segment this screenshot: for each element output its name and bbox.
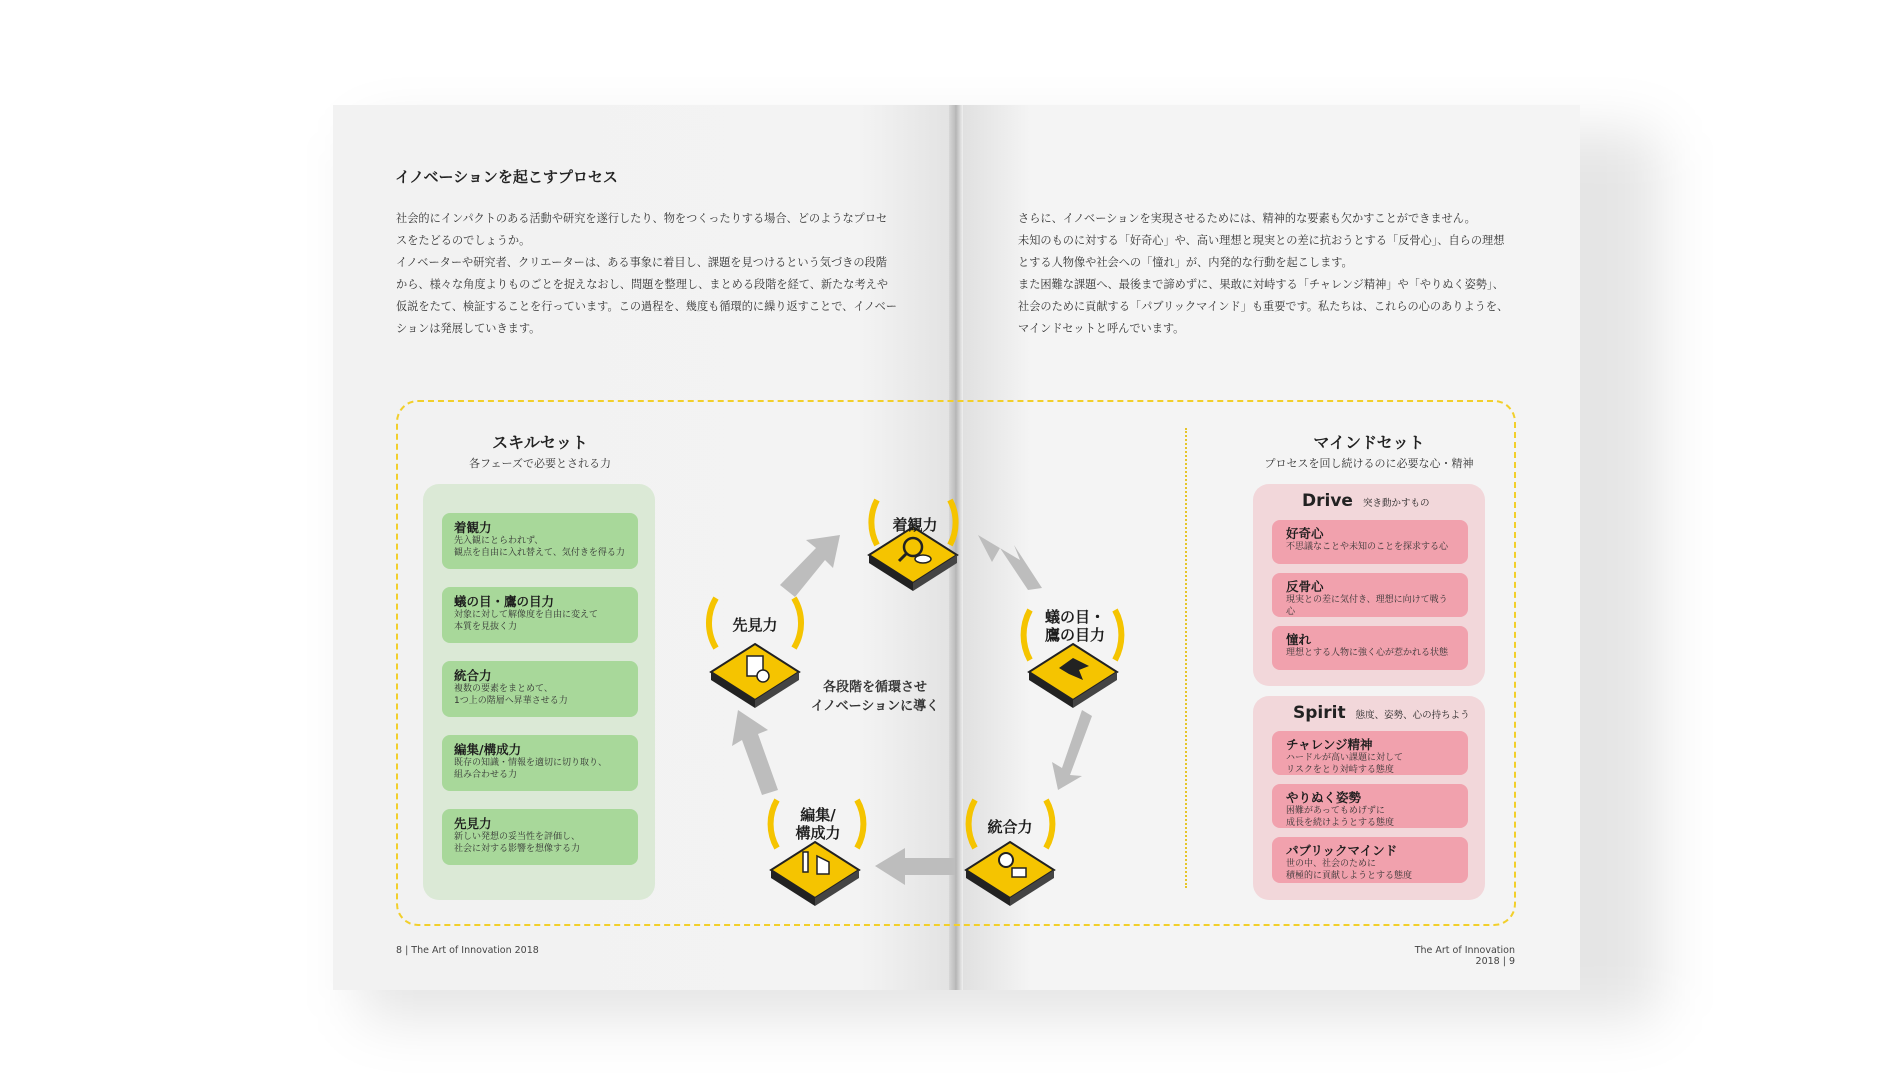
mind-card-desc: ハードルが高い課題に対して	[1286, 753, 1404, 763]
node-label-chakan	[880, 516, 950, 534]
skill-card-desc: 新しい発想の妥当性を評価し、	[454, 832, 581, 842]
mind-card-title: 憧れ	[1286, 632, 1312, 647]
node-label-henshu	[778, 806, 858, 842]
node-tile-henshu	[771, 842, 859, 906]
drive-name: Drive	[1302, 491, 1353, 511]
node-label-line: 編集/	[800, 806, 836, 824]
center-line: 各段階を循環させ	[822, 680, 927, 695]
mindset-title: マインドセット	[1313, 433, 1425, 452]
arrow-icon	[1052, 710, 1092, 790]
mind-card-desc: リスクをとり対峙する態度	[1286, 765, 1394, 775]
footer-right: The Art of Innovation 2018 | 9	[1414, 945, 1515, 967]
mind-card	[1272, 837, 1468, 883]
skill-card-desc: 対象に対して解像度を自由に変えて	[454, 610, 599, 620]
drive-heading	[1302, 491, 1429, 511]
node-label-line: 先見力	[732, 616, 778, 634]
mind-card-title: チャレンジ精神	[1286, 737, 1373, 752]
node-tile-chakan	[869, 527, 957, 591]
arrow-icon	[780, 535, 840, 597]
intro-line: 社会のために貢献する「パブリックマインド」も重要です。私たちは、これらの心のありようを、	[1018, 300, 1509, 313]
mind-card-title: 好奇心	[1286, 526, 1324, 541]
skill-card-title: 蟻の目・鷹の目力	[454, 594, 555, 609]
skill-card-title: 編集/構成力	[454, 742, 522, 757]
mind-card-title: やりぬく姿勢	[1286, 790, 1362, 805]
bracket-left	[871, 500, 877, 545]
skill-card-desc: 組み合わせる力	[454, 770, 518, 780]
page-heading: イノベーションを起こすプロセス	[395, 168, 618, 186]
bracket-right	[950, 500, 956, 545]
intro-line: 未知のものに対する「好奇心」や、高い理想と現実との差に抗おうとする「反骨心」、自らの理想	[1018, 234, 1505, 247]
mind-card	[1272, 626, 1468, 670]
arrow-icon	[732, 710, 778, 795]
skill-card-desc: 先入観にとらわれず、	[454, 536, 544, 546]
spirit-note: 態度、姿勢、心の持ちよう	[1355, 710, 1470, 721]
node-label-line: 鷹の目力	[1044, 626, 1105, 644]
cycle-center-text	[800, 678, 950, 716]
skill-card-desc: 複数の要素をまとめて、	[454, 684, 553, 694]
center-line: イノベーションに導く	[810, 699, 940, 714]
mind-card	[1272, 731, 1468, 775]
node-label-senken	[720, 616, 790, 634]
intro-line: マインドセットと呼んでいます。	[1018, 322, 1185, 335]
drive-note: 突き動かすもの	[1362, 498, 1430, 509]
mind-card-title: 反骨心	[1286, 579, 1324, 594]
intro-line: さらに、イノベーションを実現させるためには、精神的な要素も欠かすことができません。	[1018, 212, 1476, 225]
spirit-name: Spirit	[1293, 703, 1346, 723]
skill-card-desc: 本質を見抜く力	[454, 622, 518, 632]
node-label-line: 着観力	[892, 516, 938, 534]
mind-card-desc: 現実との差に気付き、理想に向けて戦う心	[1286, 595, 1448, 617]
skill-card-title: 先見力	[454, 816, 492, 831]
mind-card-desc: 世の中、社会のために	[1286, 859, 1377, 869]
node-label-tougou	[975, 818, 1045, 836]
mind-card	[1272, 520, 1468, 564]
node-tile-tougou	[966, 842, 1054, 906]
node-label-arinome	[1030, 608, 1120, 644]
lightbulb-icon	[999, 853, 1013, 867]
skill-card-desc: 既存の知識・情報を適切に切り取り、	[454, 758, 608, 768]
skill-card-desc: 1つ上の階層へ昇華させる力	[454, 696, 568, 706]
mind-card-desc: 困難があってもめげずに	[1286, 806, 1385, 816]
intro-line: 社会的にインパクトのある活動や研究を遂行したり、物をつくったりする場合、どのようなプロセ	[396, 212, 888, 225]
node-tile-senken	[711, 644, 799, 708]
mind-card-desc: 成長を続けようとする態度	[1286, 818, 1395, 828]
intro-line: ションは発展していきます。	[396, 322, 541, 335]
skill-card-desc: 観点を自由に入れ替えて、気付きを得る力	[454, 548, 625, 558]
mind-card-title: パブリックマインド	[1286, 843, 1398, 858]
footer-left: 8 | The Art of Innovation 2018	[396, 945, 539, 956]
mind-card-desc: 積極的に貢献しようとする態度	[1286, 871, 1413, 881]
skillset-subtitle: 各フェーズで必要とされる力	[469, 457, 611, 470]
skill-card-desc: 社会に対する影響を想像する力	[454, 844, 581, 854]
pencil-hand-icon	[803, 852, 808, 872]
skillset-title: スキルセット	[492, 433, 588, 452]
mind-card	[1272, 784, 1468, 828]
arrow-icon	[978, 535, 1042, 590]
intro-line: から、様々な角度よりものごとを捉えなおし、問題を整理し、まとめる段階を経て、新たな考えや	[396, 278, 889, 291]
arrow-icon	[875, 848, 955, 885]
mindset-subtitle: プロセスを回し続けるのに必要な心・精神	[1264, 457, 1474, 470]
spirit-heading	[1293, 703, 1470, 723]
mind-card	[1272, 573, 1468, 617]
mind-card-desc: 理想とする人物に強く心が惹かれる状態	[1286, 648, 1449, 658]
mind-card-desc: 不思議なことや未知のことを探求する心	[1286, 542, 1449, 552]
intro-line: とする人物像や社会への「憧れ」が、内発的な行動を起こします。	[1018, 256, 1353, 269]
intro-line: スをたどるのでしょうか。	[396, 234, 531, 247]
node-label-line: 蟻の目・	[1044, 608, 1105, 626]
intro-line: 仮説をたて、検証することを行っています。この過程を、幾度も循環的に繰り返すことで、イノベー	[396, 300, 897, 313]
node-label-line: 構成力	[795, 824, 841, 842]
skill-card-title: 着観力	[454, 520, 492, 535]
intro-line: また困難な課題へ、最後まで諦めずに、果敢に対峙する「チャレンジ精神」や「やりぬく姿勢」、	[1018, 278, 1504, 291]
intro-line: イノベーターや研究者、クリエーターは、ある事象に着目し、課題を見つけるという気づきの段階	[396, 256, 887, 269]
node-label-line: 統合力	[987, 818, 1033, 836]
skill-card-title: 統合力	[454, 668, 492, 683]
node-tile-arinome	[1029, 644, 1117, 708]
